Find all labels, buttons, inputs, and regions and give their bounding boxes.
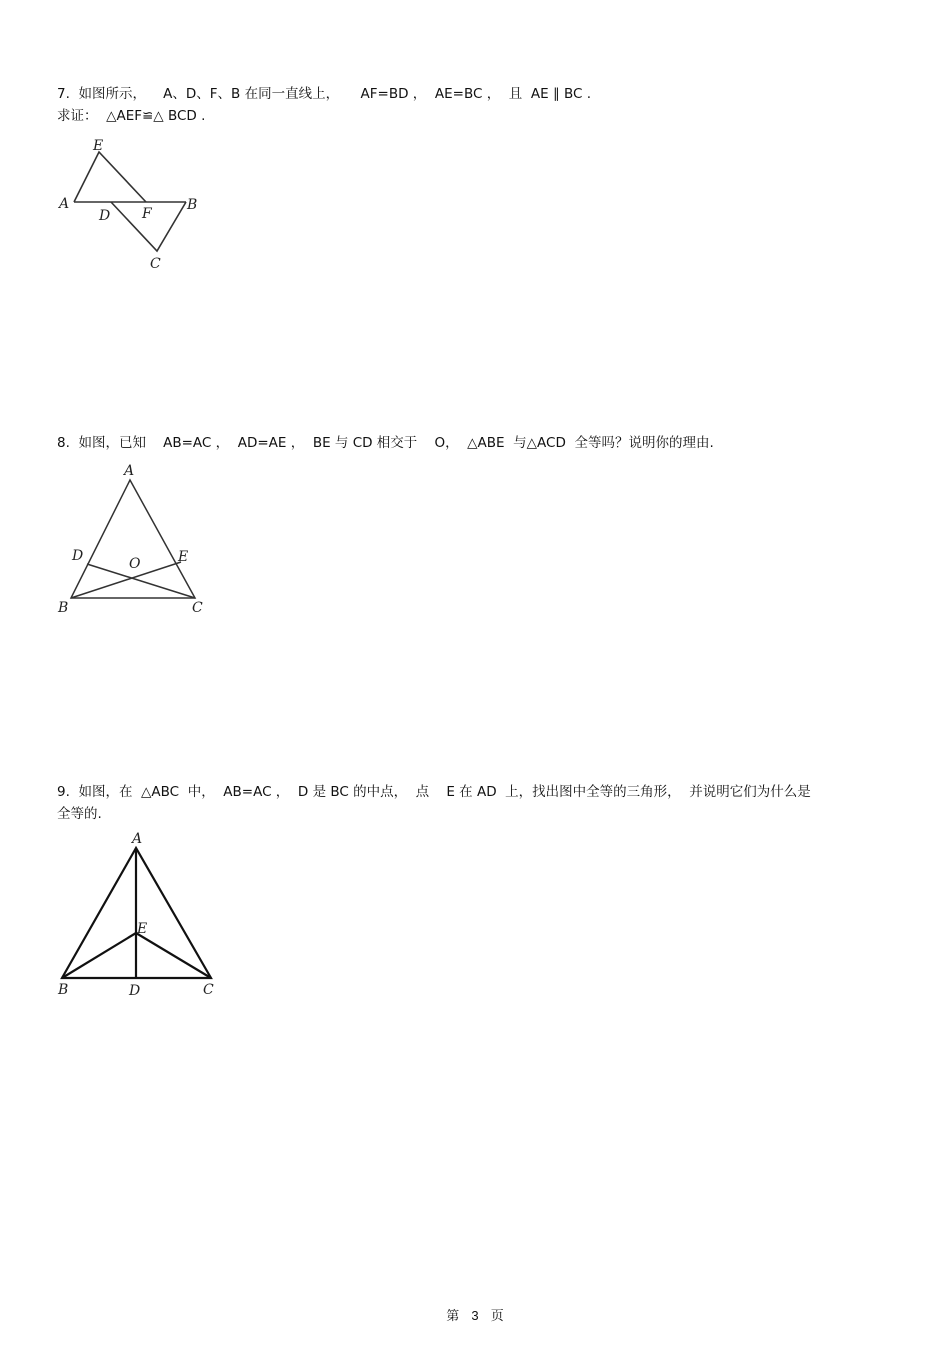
q9-text-line1: 9. 如图，在 △ABC 中， AB=AC ， D 是 BC 的中点， 点 E 在 AD 上，找出图中全等的三角形， 并说明它们为什么是 (57, 784, 811, 800)
label-c: C (203, 982, 214, 998)
q9-text-line2: 全等的. (57, 806, 102, 822)
q7-figure (50, 130, 220, 275)
q8-text-line1: 8. 如图，已知 AB=AC ， AD=AE ， BE 与 CD 相交于 O， △ABE 与△ACD 全等吗？说明你的理由. (57, 435, 714, 451)
label-b: B (187, 197, 198, 213)
q7-text-line1: 7. 如图所示， A、D、F、B 在同一直线上， AF=BD ， AE=BC ， 且 AE ∥ BC . (57, 86, 591, 102)
label-d: D (99, 208, 111, 224)
q7-text-line2: 求证： △AEF≌△ BCD . (57, 108, 206, 124)
label-d: D (129, 983, 141, 999)
q9-figure (50, 825, 225, 1000)
label-a: A (124, 463, 135, 479)
label-c: C (192, 600, 203, 616)
label-e: E (93, 138, 104, 154)
label-f: F (142, 206, 152, 222)
segment-be (71, 562, 181, 598)
label-e: E (137, 921, 148, 937)
label-b: B (58, 600, 69, 616)
page-number: 3 (471, 1308, 479, 1323)
footer-suffix: 页 (490, 1309, 504, 1324)
label-e: E (178, 549, 189, 565)
triangle-abc (71, 480, 195, 598)
footer-prefix: 第 (446, 1309, 460, 1324)
label-c: C (150, 256, 161, 272)
label-b: B (58, 982, 69, 998)
label-o: O (129, 556, 141, 572)
segment-be (62, 933, 136, 978)
segment-ce (136, 933, 211, 978)
label-d: D (72, 548, 84, 564)
triangle-aef (74, 152, 146, 202)
label-a: A (59, 196, 70, 212)
page-footer (0, 1305, 950, 1324)
label-a: A (132, 831, 143, 847)
q8-figure (50, 460, 220, 620)
